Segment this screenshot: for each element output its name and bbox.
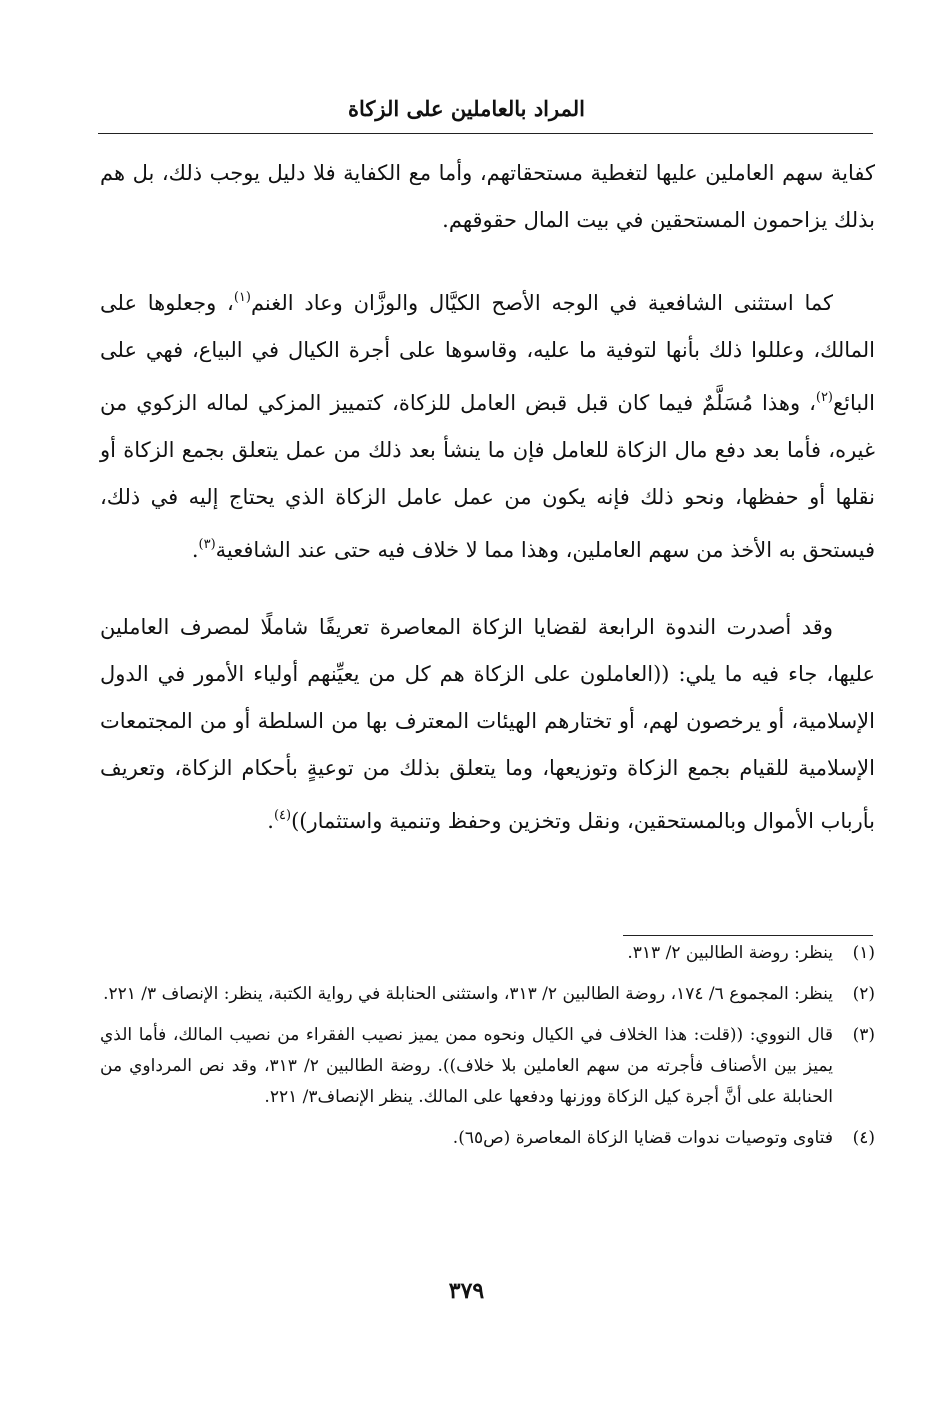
- header-rule: [98, 133, 873, 134]
- paragraph-1-text: كفاية سهم العاملين عليها لتغطية مستحقاتهم، وأما مع الكفاية فلا دليل يوجب ذلك، بل هم بذلك يزاحمون المستحقين في بيت المال حقوقهم.: [100, 161, 875, 232]
- paragraph-3-text: وقد أصدرت الندوة الرابعة لقضايا الزكاة المعاصرة تعريفًا شاملًا لمصرف العاملين عليها، جاء فيه ما يلي: ((العاملون على الزكاة هم كل من يعيِّنهم أولياء الأمور في الدول الإسلامية، أو يرخصون لهم، أو تختارهم الهيئات المعترف بها من السلطة أو من المجتمعات الإسلامية للقيام بجمع الزكاة وتوزيعها، وما يتعلق بذلك من توعيةٍ بأحكام الزكاة، وتعريف بأرباب الأموال وبالمستحقين، ونقل وتخزين وحفظ وتنمية واستثمار)): [100, 615, 875, 833]
- paragraph-2-text: ، وجعلوها على المالك، وعللوا ذلك بأنها لتوفية ما عليه، وقاسوها على أجرة الكيال في البياع، فهي على البائع: [100, 291, 875, 415]
- footnote-text: قال النووي: ((قلت: هذا الخلاف في الكيال ونحوه ممن يميز نصيب الفقراء من نصيب المالك، فأما الذي يميز بين الأصناف فأجرته من سهم العاملين بلا خلاف)). روضة الطالبين ٢/ ٣١٣، وقد نص المرداوي من الحنابلة على أنَّ أجرة كيل الزكاة ووزنها ودفعها على المالك. ينظر الإنصاف٣/ ٢٢١.: [100, 1025, 833, 1107]
- paragraph-3-text: .: [267, 809, 274, 833]
- footnote-4: [100, 1123, 875, 1154]
- footnote-ref-1[interactable]: (١): [233, 290, 251, 305]
- footnote-2: [100, 979, 875, 1010]
- paragraph-2: [100, 274, 875, 574]
- footnote-ref-4[interactable]: (٤): [273, 808, 292, 823]
- paragraph-2-text: كما استثنى الشافعية في الوجه الأصح الكيَّال والوزَّان وعاد الغنم: [250, 291, 833, 315]
- footnote-text: ينظر: المجموع ٦/ ١٧٤، روضة الطالبين ٢/ ٣١٣، واستثنى الحنابلة في رواية الكتبة، ينظر: الإنصاف ٣/ ٢٢١.: [103, 984, 833, 1004]
- footnote-number: (٢): [852, 984, 875, 1004]
- main-text: [100, 150, 875, 875]
- footnote-separator: [623, 935, 873, 936]
- paragraph-2-text: ، وهذا مُسَلَّمٌ فيما كان قبل قبض العامل للزكاة، كتمييز المزكي لماله الزكوي من غيره، فأما بعد دفع مال الزكاة للعامل فإن ما ينشأ بعد ذلك من عمل يتعلق بجمع الزكاة أو نقلها أو حفظها، ونحو ذلك فإنه يكون من عمل عامل الزكاة الذي يحتاج إليه في ذلك، فيستحق به الأخذ من سهم العاملين، وهذا مما لا خلاف فيه حتى عند الشافعية: [100, 391, 875, 562]
- footnotes: [100, 938, 875, 1164]
- footnote-number: (٣): [852, 1025, 875, 1045]
- footnote-ref-2[interactable]: (٢): [815, 390, 833, 405]
- footnote-number: (٤): [852, 1128, 875, 1148]
- footnote-ref-3[interactable]: (٣): [198, 537, 216, 552]
- running-head: المراد بالعاملين على الزكاة: [348, 96, 585, 121]
- paragraph-3: [100, 604, 875, 845]
- footnote-1: [100, 938, 875, 969]
- footnote-text: فتاوى وتوصيات ندوات قضايا الزكاة المعاصرة (ص٦٥).: [452, 1128, 833, 1148]
- footnote-text: ينظر: روضة الطالبين ٢/ ٣١٣.: [627, 943, 833, 963]
- paragraph-2-text: .: [191, 538, 199, 562]
- paragraph-1: [100, 150, 875, 244]
- footnote-number: (١): [852, 943, 875, 963]
- page-number: ٣٧٩: [448, 1278, 485, 1304]
- footnote-3: [100, 1020, 875, 1113]
